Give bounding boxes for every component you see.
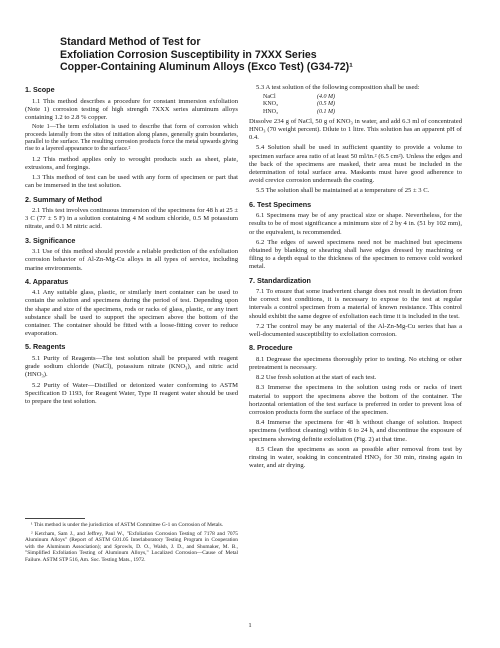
section-heading-standardization: 7. Standardization: [249, 275, 311, 285]
paragraph-8-3: 8.3 Immerse the specimens in the solution using rods or racks of inert material to support the specimens above the bottom of the container. The horizontal orientation of the test surface is preferred in order to prevent loss of corrosion products form the surface of the specimen.: [249, 384, 462, 416]
composition-chemical: HNO₃: [263, 108, 279, 115]
paragraph-7-2: 7.2 The control may be any material of the Al-Zn-Mg-Cu series that has a well-documented susceptibility to exfoliation corrosion.: [249, 322, 462, 339]
composition-row: [263, 109, 462, 116]
paragraph-7-1: 7.1 To ensure that some inadvertent change does not result in deviation from the correct test conditions, it is necessary to expose to the test at regular intervals a control specimen from a material of known resistance. This control should exhibit the same degree of exfoliation each time it is included in the test.: [249, 288, 462, 320]
section-heading-test-specimens: 6. Test Specimens: [249, 199, 312, 209]
paragraph-1-1: 1.1 This method describes a procedure for constant immersion exfoliation (Note 1) corrosion testing of high strength 7XXX series aluminum alloys containing 1.2 to 2.8 % copper.: [25, 97, 238, 121]
composition-table: [263, 94, 462, 116]
paragraph-2-1: 2.1 This test involves continuous immersion of the specimens for 48 h at 25 ± 3 C (77 ± 5 F) in a solution containing 4 M sodium chloride, 0.5 M potassium nitrate, and 0.1 M nitric acid.: [25, 207, 238, 231]
left-column: [25, 86, 238, 408]
footnote-1: ¹ This method is under the jurisdiction of ASTM Committee G-1 on Corrosion of Metals.: [31, 522, 224, 528]
paragraph-5-4: 5.4 Solution shall be used in sufficient quantity to provide a volume to specimen surface area ratio of at least 50 ml/in.² (6.5 cm²). Unless the edges and the back of the specimens are masked, their area must be included in the determination of total surface area. Maskants must have good adherence to avoid crevice corrosion underneath the coating.: [249, 144, 462, 185]
paragraph-8-1: 8.1 Degrease the specimens thoroughly prior to testing. No etching or other pretreatment is necessary.: [249, 355, 462, 371]
section-heading-summary: 2. Summary of Method: [25, 194, 103, 204]
paragraph-5-5: 5.5 The solution shall be maintained at a temperature of 25 ± 3 C.: [256, 187, 430, 195]
title-line-2: Exfoliation Corrosion Susceptibility in 7XXX Series: [60, 48, 317, 61]
paragraph-8-5: 8.5 Clean the specimens as soon as possible after removal from test by rinsing in water, soaking in concentrated HNO₃ for 30 min, rinsing again in water, and air drying.: [249, 445, 462, 470]
section-heading-scope: 1. Scope: [25, 85, 55, 94]
paragraph-5-1: 5.1 Purity of Reagents—The test solution shall be prepared with reagent grade sodium chloride (NaCl), potassium nitrate (KNO₃), and nitric acid (HNO₃).: [25, 354, 238, 379]
paragraph-4-1: 4.1 Any suitable glass, plastic, or similarly inert container can be used to contain the solution and specimens during the period of test. Depending upon the shape and size of the specimens, rods or racks of glass, plastic, or any inert substance shall be used to support the specimen above the bottom of the container. The container should be fitted with a loose-fitting cover to reduce evaporation.: [25, 289, 238, 338]
section-heading-procedure: 8. Procedure: [249, 343, 293, 353]
right-column: [249, 84, 462, 472]
paragraph-5-3-instructions: Dissolve 234 g of NaCl, 50 g of KNO₃ in water, and add 6.3 ml of concentrated HNO₃ (70 weight percent). Dilute to 1 litre. This solution has an apparent pH of 0.4.: [249, 117, 462, 142]
composition-concentration: (0.1 M): [317, 108, 335, 115]
paragraph-8-2: 8.2 Use fresh solution at the start of each test.: [256, 374, 377, 382]
paragraph-1-2: 1.2 This method applies only to wrought products such as sheet, plate, extrusions, and forgings.: [25, 155, 238, 171]
section-heading-reagents: 5. Reagents: [25, 342, 66, 352]
footnotes: [25, 518, 238, 566]
paragraph-8-4: 8.4 Immerse the specimens for 48 h without change of solution. Inspect specimens (without cleaning) within 6 to 24 h, and discontinue the exposure of specimens showing definite exfoliation (Fig. 2) at that time.: [249, 419, 462, 443]
paragraph-1-3: 1.3 This method of test can be used with any form of specimen or part that can be immersed in the test solution.: [25, 174, 238, 190]
document-title: [60, 36, 440, 74]
footnote-rule: [25, 518, 85, 519]
paragraph-5-2: 5.2 Purity of Water—Distilled or deionized water conforming to ASTM Specification D 1193, for Reagent Water, Type II reagent water should be used to prepare the test solution.: [25, 381, 238, 405]
note-1: Note 1—The term exfoliation is used to describe that form of corrosion which proceeds laterally from the sites of initiation along planes, generally grain boundaries, parallel to the surface. The resulting corrosion products force the metal upwards giving rise to a layered appearance to the surface.²: [25, 124, 238, 153]
section-heading-apparatus: 4. Apparatus: [25, 276, 69, 286]
composition-concentration: (4.0 M): [317, 94, 335, 101]
paragraph-6-1: 6.1 Specimens may be of any practical size or shape. Nevertheless, for the results to be of most significance a minimum size of 2 by 4 in. (51 by 102 mm), or the equivalent, is recommended.: [249, 212, 462, 236]
paragraph-3-1: 3.1 Use of this method should provide a reliable prediction of the exfoliation corrosion behavior of Al-Zn-Mg-Cu alloys in all types of service, including marine environments.: [25, 248, 238, 272]
page-number: 1: [248, 622, 252, 629]
paragraph-5-3: 5.3 A test solution of the following composition shall be used:: [256, 84, 420, 91]
composition-chemical: KNO₃: [263, 101, 279, 108]
composition-row: [263, 94, 462, 101]
section-heading-significance: 3. Significance: [25, 235, 76, 245]
composition-row: [263, 101, 462, 108]
paragraph-6-2: 6.2 The edges of sawed specimens need not be machined but specimens obtained by blanking or shearing shall have edges dressed by machining or filing to a depth equal to the thickness of the specimen to remove cold worked metal.: [249, 238, 462, 271]
title-line-3: Copper-Containing Aluminum Alloys (Exco Test) (G34-72)¹: [60, 61, 353, 74]
footnote-2: ² Ketcham, Sam J., and Jeffrey, Paul W., "Exfoliation Corrosion Testing of 7178 and 7075 Aluminum Alloys" (Report of ASTM G01.05 Interlaboratory Testing Program in Cooperation with the Aluminum Association); and Sprowls, D. O., Walsh, J. D., and Shumaker, M. B., "Simplified Exfoliation Testing of Aluminum Alloys," Localized Corrosion—Cause of Metal Failure. ASTM STP 516, Am. Soc. Testing Mats., 1972.: [25, 530, 238, 563]
composition-chemical: NaCl: [263, 94, 276, 101]
composition-concentration: (0.5 M): [317, 101, 335, 108]
title-line-1: Standard Method of Test for: [60, 36, 201, 48]
